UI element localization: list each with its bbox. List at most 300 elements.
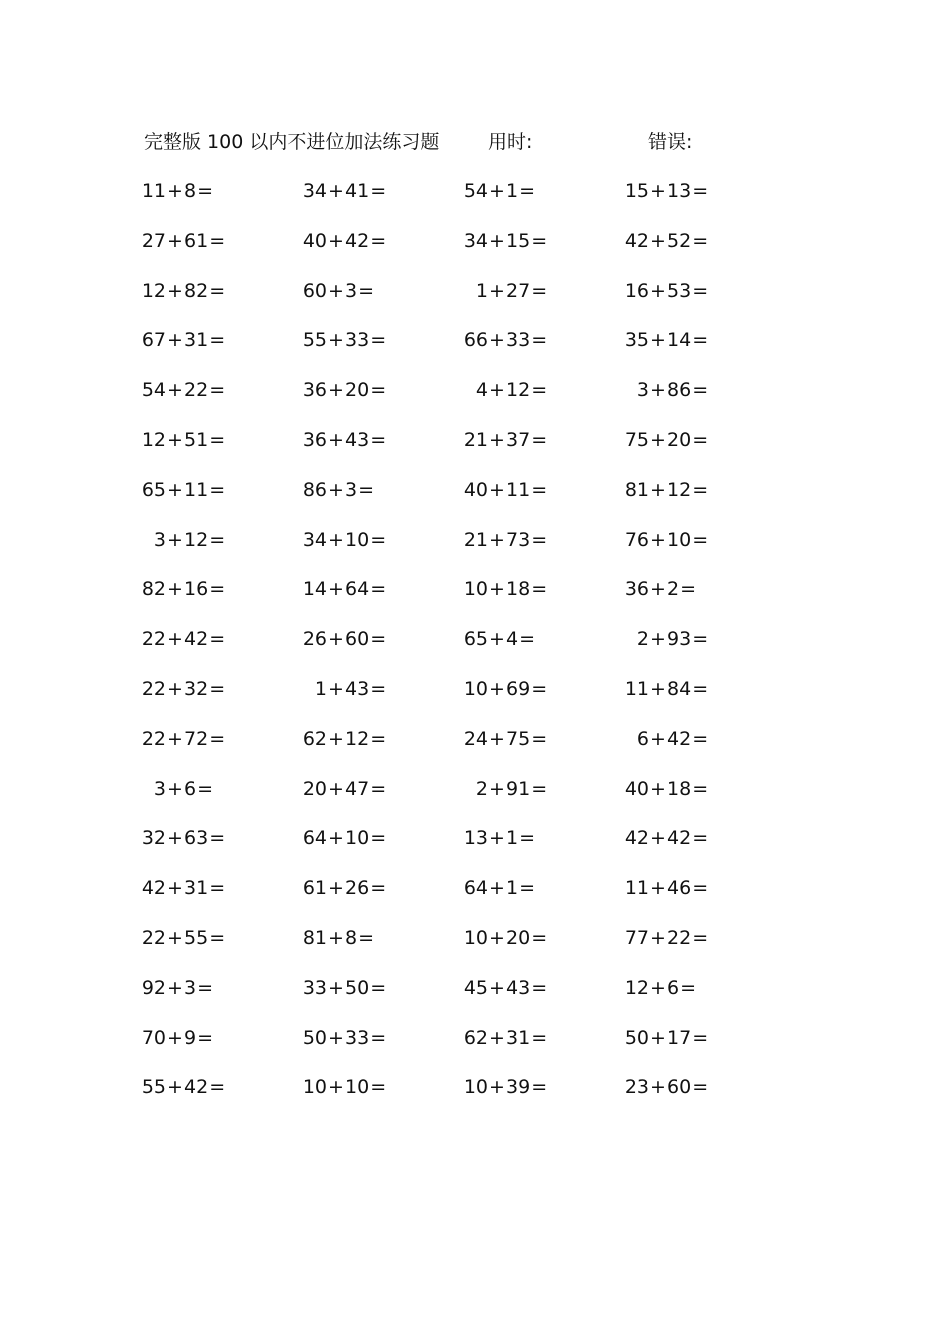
addend-first: 34: [302, 528, 327, 551]
addition-problem: [140, 274, 225, 308]
addition-problem: [623, 871, 708, 905]
addend-second: 12: [506, 379, 531, 402]
addition-problem: [462, 622, 535, 656]
plus-sign: +: [650, 229, 666, 252]
addition-problem: [140, 523, 225, 557]
addition-problem: [140, 722, 225, 756]
equals-sign: =: [692, 379, 709, 402]
problem-row: [0, 1021, 950, 1071]
plus-sign: +: [489, 428, 505, 451]
equals-sign: =: [370, 1026, 387, 1049]
addition-problem: [623, 1070, 708, 1104]
addend-second: 63: [184, 827, 209, 850]
addition-problem: [462, 423, 547, 457]
problem-row: [0, 373, 950, 423]
equals-sign: =: [370, 180, 387, 202]
plus-sign: +: [167, 478, 183, 501]
addend-first: 22: [141, 926, 166, 949]
addend-first: 12: [624, 976, 649, 999]
addend-first: 34: [463, 229, 488, 252]
worksheet-title: 完整版 100 以内不进位加法练习题: [144, 131, 440, 153]
addend-second: 73: [506, 528, 531, 551]
plus-sign: +: [489, 827, 505, 850]
equals-sign: =: [519, 877, 536, 900]
addition-problem: [301, 1021, 386, 1055]
plus-sign: +: [489, 1026, 505, 1049]
equals-sign: =: [692, 926, 709, 949]
addend-second: 60: [667, 1076, 692, 1099]
addend-first: 70: [141, 1026, 166, 1049]
equals-sign: =: [692, 279, 709, 302]
addition-problem: [623, 1021, 708, 1055]
problem-row: [0, 423, 950, 473]
addition-problem: [140, 473, 225, 507]
addend-first: 86: [302, 478, 327, 501]
addend-second: 12: [667, 478, 692, 501]
plus-sign: +: [167, 628, 183, 651]
plus-sign: +: [489, 1076, 505, 1099]
addition-problem: [462, 1021, 547, 1055]
addend-second: 11: [506, 478, 531, 501]
addition-problem: [623, 423, 708, 457]
addend-second: 4: [506, 628, 519, 651]
addend-first: 11: [141, 180, 166, 202]
addend-first: 15: [624, 180, 649, 202]
plus-sign: +: [650, 1026, 666, 1049]
equals-sign: =: [197, 976, 214, 999]
addend-first: 62: [463, 1026, 488, 1049]
plus-sign: +: [167, 926, 183, 949]
addend-second: 42: [184, 628, 209, 651]
equals-sign: =: [209, 877, 226, 900]
addend-first: 13: [463, 827, 488, 850]
addend-second: 93: [667, 628, 692, 651]
addend-first: 33: [302, 976, 327, 999]
problem-row: [0, 622, 950, 672]
addend-first: 22: [141, 727, 166, 750]
addend-first: 22: [141, 677, 166, 700]
equals-sign: =: [531, 528, 548, 551]
addend-first: 1: [314, 677, 327, 700]
addend-first: 24: [463, 727, 488, 750]
addition-problem: [623, 523, 708, 557]
addend-first: 26: [302, 628, 327, 651]
addend-first: 3: [153, 528, 166, 551]
equals-sign: =: [370, 976, 387, 999]
addition-problem: [462, 523, 547, 557]
plus-sign: +: [328, 1076, 344, 1099]
addend-second: 27: [506, 279, 531, 302]
addend-second: 6: [184, 777, 197, 800]
addend-first: 11: [624, 677, 649, 700]
plus-sign: +: [489, 528, 505, 551]
plus-sign: +: [489, 976, 505, 999]
addend-first: 10: [463, 1076, 488, 1099]
addend-second: 37: [506, 428, 531, 451]
problem-row: [0, 971, 950, 1021]
addition-problem: [301, 971, 386, 1005]
problem-row: [0, 274, 950, 324]
addend-second: 50: [345, 976, 370, 999]
addend-second: 10: [345, 528, 370, 551]
addend-first: 12: [141, 428, 166, 451]
addend-first: 10: [463, 677, 488, 700]
equals-sign: =: [197, 777, 214, 800]
plus-sign: +: [167, 528, 183, 551]
plus-sign: +: [328, 777, 344, 800]
addend-second: 33: [506, 329, 531, 352]
addend-first: 21: [463, 528, 488, 551]
equals-sign: =: [531, 976, 548, 999]
addition-problem: [301, 622, 386, 656]
addition-problem: [301, 423, 386, 457]
addend-first: 82: [141, 578, 166, 601]
addend-first: 10: [463, 578, 488, 601]
addend-second: 22: [184, 379, 209, 402]
addition-problem: [462, 373, 547, 407]
plus-sign: +: [167, 1026, 183, 1049]
addend-second: 75: [506, 727, 531, 750]
addend-second: 53: [667, 279, 692, 302]
addition-problem: [140, 921, 225, 955]
plus-sign: +: [167, 578, 183, 601]
addition-problem: [623, 722, 708, 756]
addition-problem: [462, 1070, 547, 1104]
plus-sign: +: [650, 628, 666, 651]
equals-sign: =: [519, 827, 536, 850]
addition-problem: [140, 622, 225, 656]
problem-row: [0, 722, 950, 772]
addition-problem: [301, 473, 374, 507]
plus-sign: +: [167, 976, 183, 999]
addition-problem: [623, 323, 708, 357]
addend-second: 11: [184, 478, 209, 501]
error-label: 错误:: [648, 131, 693, 153]
addition-problem: [462, 224, 547, 258]
addend-first: 1: [475, 279, 488, 302]
equals-sign: =: [370, 379, 387, 402]
addend-first: 23: [624, 1076, 649, 1099]
equals-sign: =: [692, 777, 709, 800]
plus-sign: +: [328, 727, 344, 750]
plus-sign: +: [167, 827, 183, 850]
addend-second: 84: [667, 677, 692, 700]
problem-row: [0, 871, 950, 921]
addition-problem: [623, 821, 708, 855]
addend-second: 6: [667, 976, 680, 999]
plus-sign: +: [328, 379, 344, 402]
addend-first: 35: [624, 329, 649, 352]
equals-sign: =: [370, 727, 387, 750]
equals-sign: =: [680, 976, 697, 999]
plus-sign: +: [489, 777, 505, 800]
addend-second: 46: [667, 877, 692, 900]
equals-sign: =: [370, 428, 387, 451]
addition-problem: [623, 971, 696, 1005]
equals-sign: =: [209, 478, 226, 501]
addition-problem: [301, 1070, 386, 1104]
addition-problem: [301, 323, 386, 357]
addend-first: 61: [302, 877, 327, 900]
addend-second: 20: [667, 428, 692, 451]
addend-first: 64: [463, 877, 488, 900]
addend-first: 42: [141, 877, 166, 900]
addend-first: 77: [624, 926, 649, 949]
plus-sign: +: [489, 877, 505, 900]
addition-problem: [462, 174, 535, 208]
addition-problem: [462, 921, 547, 955]
equals-sign: =: [692, 329, 709, 352]
plus-sign: +: [650, 1076, 666, 1099]
addend-second: 82: [184, 279, 209, 302]
addend-first: 10: [302, 1076, 327, 1099]
equals-sign: =: [370, 329, 387, 352]
worksheet-header: [0, 126, 950, 158]
plus-sign: +: [650, 478, 666, 501]
addition-problem: [623, 274, 708, 308]
plus-sign: +: [650, 279, 666, 302]
addition-problem: [140, 174, 213, 208]
problem-row: [0, 672, 950, 722]
plus-sign: +: [650, 877, 666, 900]
addend-first: 22: [141, 628, 166, 651]
addition-problem: [140, 572, 225, 606]
addend-first: 50: [624, 1026, 649, 1049]
addend-second: 10: [345, 1076, 370, 1099]
addend-first: 54: [141, 379, 166, 402]
equals-sign: =: [531, 229, 548, 252]
addend-second: 69: [506, 677, 531, 700]
addition-problem: [301, 821, 386, 855]
addition-problem: [301, 871, 386, 905]
equals-sign: =: [519, 180, 536, 202]
addend-second: 9: [184, 1026, 197, 1049]
equals-sign: =: [692, 229, 709, 252]
addition-problem: [623, 373, 708, 407]
addend-second: 16: [184, 578, 209, 601]
equals-sign: =: [370, 628, 387, 651]
equals-sign: =: [370, 528, 387, 551]
plus-sign: +: [167, 677, 183, 700]
addition-problem: [623, 572, 696, 606]
addition-problem: [140, 423, 225, 457]
equals-sign: =: [370, 877, 387, 900]
addend-first: 20: [302, 777, 327, 800]
equals-sign: =: [692, 478, 709, 501]
plus-sign: +: [167, 180, 183, 202]
equals-sign: =: [209, 677, 226, 700]
addend-first: 36: [624, 578, 649, 601]
addition-problem: [140, 772, 213, 806]
plus-sign: +: [650, 827, 666, 850]
plus-sign: +: [489, 727, 505, 750]
addition-problem: [462, 971, 547, 1005]
addition-problem: [140, 971, 213, 1005]
addend-second: 31: [506, 1026, 531, 1049]
plus-sign: +: [489, 180, 505, 202]
addend-second: 52: [667, 229, 692, 252]
equals-sign: =: [370, 229, 387, 252]
equals-sign: =: [531, 677, 548, 700]
plus-sign: +: [650, 379, 666, 402]
addend-second: 1: [506, 180, 519, 202]
addition-problem: [301, 672, 386, 706]
equals-sign: =: [531, 1026, 548, 1049]
problem-row: [0, 323, 950, 373]
addend-second: 91: [506, 777, 531, 800]
addition-problem: [301, 722, 386, 756]
equals-sign: =: [370, 677, 387, 700]
addend-second: 55: [184, 926, 209, 949]
equals-sign: =: [209, 279, 226, 302]
equals-sign: =: [197, 1026, 214, 1049]
plus-sign: +: [328, 578, 344, 601]
plus-sign: +: [328, 1026, 344, 1049]
equals-sign: =: [358, 478, 375, 501]
equals-sign: =: [531, 926, 548, 949]
addend-first: 81: [302, 926, 327, 949]
problem-grid: [0, 174, 950, 1120]
addend-second: 47: [345, 777, 370, 800]
equals-sign: =: [358, 279, 375, 302]
addition-problem: [140, 224, 225, 258]
addend-second: 8: [184, 180, 197, 202]
plus-sign: +: [328, 229, 344, 252]
plus-sign: +: [650, 777, 666, 800]
addend-second: 18: [506, 578, 531, 601]
addition-problem: [623, 174, 708, 208]
addition-problem: [301, 274, 374, 308]
equals-sign: =: [692, 1076, 709, 1099]
addend-second: 2: [667, 578, 680, 601]
plus-sign: +: [328, 180, 344, 202]
addend-first: 16: [624, 279, 649, 302]
plus-sign: +: [489, 478, 505, 501]
equals-sign: =: [519, 628, 536, 651]
addend-second: 13: [667, 180, 692, 202]
addend-second: 31: [184, 329, 209, 352]
addend-first: 76: [624, 528, 649, 551]
addition-problem: [140, 672, 225, 706]
addend-second: 72: [184, 727, 209, 750]
addend-first: 34: [302, 180, 327, 202]
addend-first: 14: [302, 578, 327, 601]
plus-sign: +: [328, 329, 344, 352]
addition-problem: [462, 772, 547, 806]
addition-problem: [623, 473, 708, 507]
plus-sign: +: [167, 279, 183, 302]
addend-first: 42: [624, 229, 649, 252]
addition-problem: [301, 224, 386, 258]
time-label: 用时:: [488, 131, 533, 153]
addend-first: 81: [624, 478, 649, 501]
addend-first: 2: [636, 628, 649, 651]
addition-problem: [301, 174, 386, 208]
addend-second: 33: [345, 1026, 370, 1049]
addend-first: 11: [624, 877, 649, 900]
problem-row: [0, 821, 950, 871]
equals-sign: =: [531, 1076, 548, 1099]
equals-sign: =: [358, 926, 375, 949]
equals-sign: =: [209, 628, 226, 651]
equals-sign: =: [680, 578, 697, 601]
addend-first: 62: [302, 727, 327, 750]
plus-sign: +: [328, 677, 344, 700]
addend-first: 36: [302, 428, 327, 451]
equals-sign: =: [370, 578, 387, 601]
equals-sign: =: [531, 428, 548, 451]
addend-first: 21: [463, 428, 488, 451]
plus-sign: +: [167, 428, 183, 451]
addend-first: 10: [463, 926, 488, 949]
equals-sign: =: [197, 180, 214, 202]
plus-sign: +: [328, 976, 344, 999]
plus-sign: +: [328, 926, 344, 949]
problem-row: [0, 473, 950, 523]
addition-problem: [140, 871, 225, 905]
addition-problem: [301, 772, 386, 806]
addend-second: 12: [345, 727, 370, 750]
addend-first: 55: [302, 329, 327, 352]
plus-sign: +: [328, 628, 344, 651]
equals-sign: =: [209, 428, 226, 451]
addend-first: 60: [302, 279, 327, 302]
equals-sign: =: [209, 379, 226, 402]
plus-sign: +: [489, 926, 505, 949]
plus-sign: +: [650, 428, 666, 451]
plus-sign: +: [650, 926, 666, 949]
equals-sign: =: [692, 827, 709, 850]
addition-problem: [301, 373, 386, 407]
plus-sign: +: [489, 229, 505, 252]
plus-sign: +: [650, 578, 666, 601]
addend-second: 18: [667, 777, 692, 800]
addition-problem: [301, 572, 386, 606]
addition-problem: [140, 1021, 213, 1055]
addend-first: 6: [636, 727, 649, 750]
addend-second: 3: [184, 976, 197, 999]
addend-first: 3: [153, 777, 166, 800]
equals-sign: =: [531, 379, 548, 402]
addition-problem: [623, 224, 708, 258]
addition-problem: [462, 871, 535, 905]
addend-first: 54: [463, 180, 488, 202]
equals-sign: =: [692, 628, 709, 651]
addend-first: 45: [463, 976, 488, 999]
addend-second: 17: [667, 1026, 692, 1049]
addition-problem: [623, 672, 708, 706]
addend-second: 3: [345, 279, 358, 302]
equals-sign: =: [531, 777, 548, 800]
equals-sign: =: [209, 578, 226, 601]
equals-sign: =: [531, 727, 548, 750]
plus-sign: +: [650, 528, 666, 551]
problem-row: [0, 523, 950, 573]
addend-second: 20: [506, 926, 531, 949]
equals-sign: =: [531, 578, 548, 601]
addend-second: 43: [345, 677, 370, 700]
equals-sign: =: [692, 1026, 709, 1049]
addition-problem: [462, 323, 547, 357]
plus-sign: +: [167, 777, 183, 800]
addition-problem: [462, 672, 547, 706]
problem-row: [0, 921, 950, 971]
addend-first: 32: [141, 827, 166, 850]
addend-first: 67: [141, 329, 166, 352]
addend-second: 64: [345, 578, 370, 601]
addend-second: 14: [667, 329, 692, 352]
addend-second: 60: [345, 628, 370, 651]
